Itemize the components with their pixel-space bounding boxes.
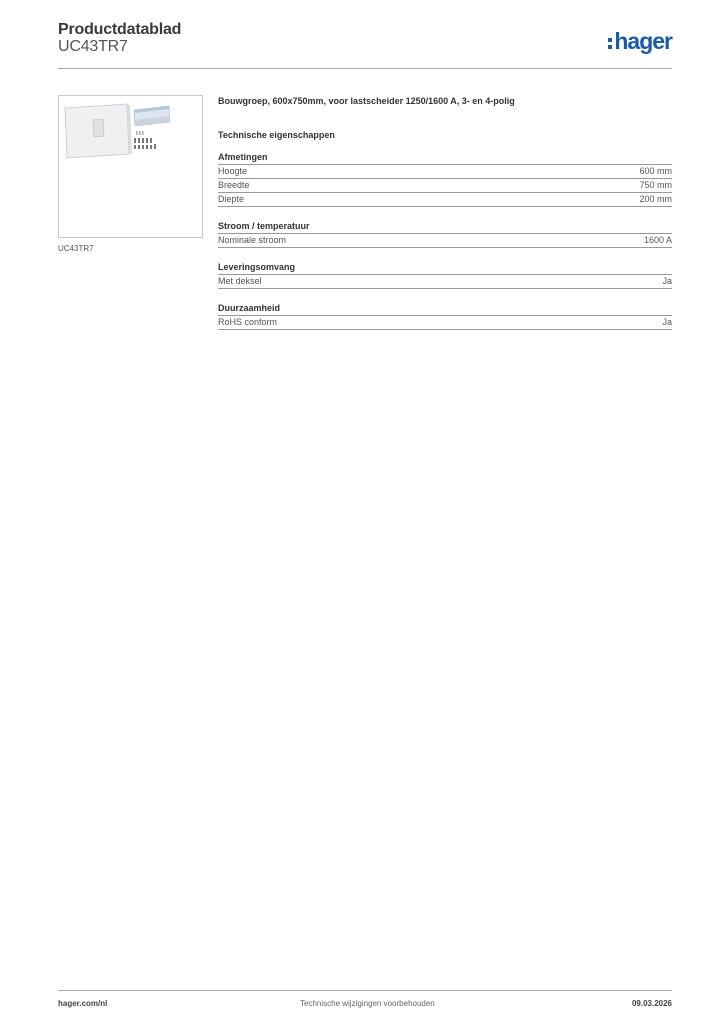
spec-value: 200 mm (639, 194, 672, 204)
product-image (58, 95, 203, 238)
header-divider (58, 68, 672, 69)
footer-notice: Technische wijzigingen voorbehouden (300, 999, 435, 1008)
spec-row (218, 193, 672, 207)
group-heading: Stroom / temperatuur (218, 221, 672, 234)
group-heading: Afmetingen (218, 152, 672, 165)
spec-group-current (218, 221, 672, 248)
spec-value: 600 mm (639, 166, 672, 176)
hager-logo (608, 28, 672, 55)
footer-divider (58, 990, 672, 991)
tech-properties-heading: Technische eigenschappen (218, 130, 335, 140)
group-heading: Leveringsomvang (218, 262, 672, 275)
spec-label: RoHS conform (218, 317, 278, 327)
spec-value: 1600 A (643, 235, 672, 245)
logo-dots-icon (608, 38, 612, 49)
spec-label: Diepte (218, 194, 245, 204)
spec-row (218, 165, 672, 179)
spec-group-dimensions (218, 152, 672, 207)
footer-website-link[interactable]: hager.com/nl (58, 999, 108, 1008)
spec-group-delivery (218, 262, 672, 289)
logo-text: hager (614, 28, 672, 54)
product-illustration (59, 96, 202, 237)
spec-section (218, 96, 672, 330)
spec-row (218, 179, 672, 193)
spec-label: Hoogte (218, 166, 248, 176)
product-code: UC43TR7 (58, 38, 128, 55)
spec-label: Nominale stroom (218, 235, 287, 245)
spec-row (218, 316, 672, 330)
page-title: Productdatablad (58, 21, 182, 38)
footer-date: 09.03.2026 (631, 999, 672, 1008)
product-description: Bouwgroep, 600x750mm, voor lastscheider 1250/1600 A, 3- en 4-polig (218, 96, 515, 106)
spec-value: 750 mm (639, 180, 672, 190)
spec-group-sustainability (218, 303, 672, 330)
spec-row (218, 275, 672, 289)
image-caption: UC43TR7 (58, 244, 94, 253)
spec-row (218, 234, 672, 248)
spec-value: Ja (662, 317, 672, 327)
spec-label: Breedte (218, 180, 250, 190)
spec-value: Ja (662, 276, 672, 286)
group-heading: Duurzaamheid (218, 303, 672, 316)
spec-label: Met deksel (218, 276, 262, 286)
